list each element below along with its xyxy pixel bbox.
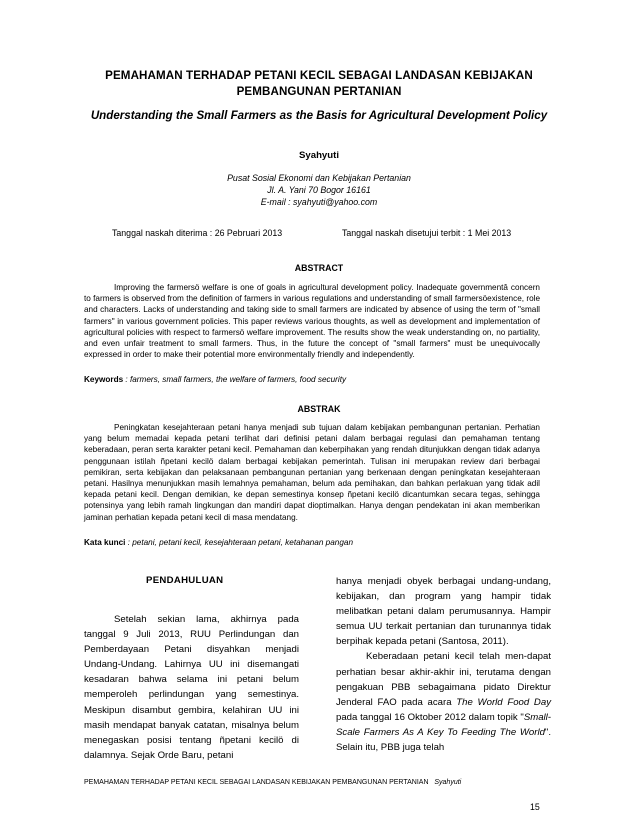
- p2-text-c: ". Selain itu, PBB juga telah: [336, 726, 551, 754]
- abstract-keywords: [84, 375, 540, 384]
- p2-text-b: pada tanggal 16 Oktober 2012 dalam topik ": [336, 711, 524, 723]
- abstrak-text: Peningkatan kesejahteraan petani hanya menjadi sub tujuan dalam kebijakan pembangunan pertanian. Perhatian yang belum memadai kepada petani terlihat dari definisi petani dalam berbagai regulasi dan pemahaman tentang keberadaan, peran serta karakter petani kecil. Pemahaman dan keberpihakan yang rendah ditunjukkan dengan tidak adanya penggunaan istilah ñpetani kecilö dalam berbagai kebijakan pemerintah. Tulisan ini merupakan review dari berbagai pemikiran, serta kebijakan dan pelaksanaan pembangunan pertanian yang berkenaan dengan peningkatan kesejahteraan petani. Hasilnya menunjukkan masih lemahnya pemahaman, belum ada pemihakan, dan bahkan perlakuan yang tidak adil kepada petani kecil. Dengan demikian, ke depan semestinya konsep ñpetani kecilö dicantumkan secara tegas, sehingga potensinya yang lebih ramah lingkungan dan mandiri dapat dioptimalkan. Hanya dengan pendekatan ini akan memberikan jaminan perhatian kepada petani kecil di masa mendatang.: [84, 423, 540, 522]
- left-column-text: Setelah sekian lama, akhirnya pada tanggal 9 Juli 2013, RUU Perlindungan dan Pemberdayaan Petani disyahkan menjadi Undang-Undang. Lahirnya UU ini disemangati kesadaran bahwa selama ini petani belum memperoleh perlindungan yang semestinya. Meskipun disambut gembira, kelahiran UU ini masih mendapat banyak catatan, misalnya belum menegaskan posisi tentang ñpetani kecilö di dalamnya. Sejak Orde Baru, petani: [84, 614, 299, 761]
- abstrak-heading: ABSTRAK: [297, 404, 341, 414]
- paper-title: PEMAHAMAN TERHADAP PETANI KECIL SEBAGAI LANDASAN KEBIJAKAN PEMBANGUNAN PERTANIAN: [105, 69, 533, 98]
- date-approved: Tanggal naskah disetujui terbit : 1 Mei 2013: [342, 228, 512, 238]
- footer-author: Syahyuti: [434, 779, 462, 786]
- kata-kunci-text: : petani, petani kecil, kesejahteraan petani, ketahanan pangan: [125, 538, 354, 547]
- keywords-text: : farmers, small farmers, the welfare of farmers, food security: [123, 375, 347, 384]
- abstrak-keywords: [84, 538, 540, 547]
- right-column: [336, 574, 551, 755]
- footer-title: PEMAHAMAN TERHADAP PETANI KECIL SEBAGAI LANDASAN KEBIJAKAN PEMBANGUNAN PERTANIAN: [84, 779, 429, 786]
- page-number: 15: [530, 802, 540, 812]
- author-name: Syahyuti: [299, 150, 339, 161]
- affiliation-email: E-mail : syahyuti@yahoo.com: [260, 197, 378, 207]
- p2-italic-1: The World Food Day: [456, 696, 551, 708]
- affiliation-address: Jl. A. Yani 70 Bogor 16161: [267, 185, 371, 195]
- running-footer: [84, 779, 461, 786]
- date-received: Tanggal naskah diterima : 26 Pebruari 2013: [112, 228, 283, 238]
- keywords-label: Keywords: [84, 375, 124, 384]
- affiliation-institution: Pusat Sosial Ekonomi dan Kebijakan Pertanian: [227, 173, 411, 183]
- paper-subtitle: Understanding the Small Farmers as the Basis for Agricultural Development Policy: [90, 109, 548, 122]
- left-column: [84, 612, 299, 763]
- p2-italic-2: Small-Scale Farmers As A Key To Feeding The World: [336, 711, 551, 738]
- manuscript-dates: [112, 228, 532, 238]
- right-column-paragraph-2: [336, 649, 551, 755]
- affiliation: [0, 172, 638, 208]
- abstract-body: [84, 282, 540, 360]
- abstrak-body: [84, 422, 540, 523]
- abstract-heading: ABSTRACT: [294, 263, 344, 273]
- kata-kunci-label: Kata kunci: [84, 538, 126, 547]
- section-heading: PENDAHULUAN: [146, 575, 224, 586]
- abstract-text: Improving the farmersö welfare is one of goals in agricultural development policy. Inadequate governmentâ concern to farmers is observed from the definition of farmers in various regulations and understanding of small farmersöexistence, role and characters. Lacks of understanding and taking side to small farmers are indicated by absence of using the term of "small farmers" in various government policies. This paper reviews various thoughts, as well as development and implementation of agricultural policies with respect to farmersö welfare improvement. The results show the weak understanding on, no partiality, and even unfair treatment to small farmers. Thus, in the future the concept of "small farmers" must be unequivocally expressed in order to make their potential more environmentally friendly and independently.: [84, 283, 540, 360]
- p2-text-a: Keberadaan petani kecil telah men-dapat perhatian besar akhir-akhir ini, terutama dengan pengakuan PBB sebagaimana pidato Direktur Jenderal FAO pada acara: [336, 651, 551, 708]
- right-column-paragraph-1: hanya menjadi obyek berbagai undang-undang, kebijakan, dan program yang hampir tidak melibatkan petani dalam perumusannya. Hampir semua UU terkait pertanian dan turunannya tidak berpihak kepada petani (Santosa, 2011).: [336, 576, 551, 648]
